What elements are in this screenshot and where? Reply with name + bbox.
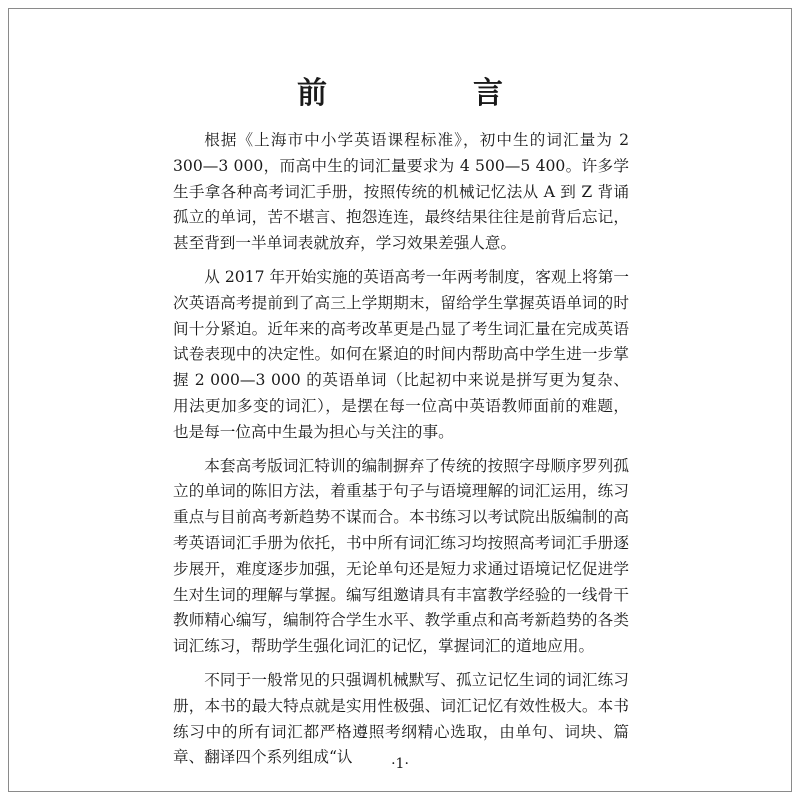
- paragraph-1: 根据《上海市中小学英语课程标准》，初中生的词汇量为 2 300—3 000，而高中生的词汇量要求为 4 500—5 400。许多学生手拿各种高考词汇手册，按照传统的机械记忆法从 A 到 Z 背诵孤立的单词，苦不堪言、抱怨连连，最终结果往往是前背后忘记，甚至背到一半单词表就放弃，学习效果差强人意。: [173, 131, 629, 253]
- body-text: [173, 128, 629, 779]
- paragraph-3: 本套高考版词汇特训的编制摒弃了传统的按照字母顺序罗列孤立的单词的陈旧方法，着重基于句子与语境理解的词汇运用，练习重点与目前高考新趋势不谋而合。本书练习以考试院出版编制的高考英语词汇手册为依托，书中所有词汇练习均按照高考词汇手册逐步展开，难度逐步加强，无论单句还是短力求通过语境记忆促进学生对生词的理解与掌握。编写组邀请具有丰富教学经验的一线骨干教师精心编写，编制符合学生水平、教学重点和高考新趋势的各类词汇练习，帮助学生强化词汇的记忆，掌握词汇的道地应用。: [173, 456, 629, 656]
- page-title: 前 言: [297, 76, 561, 111]
- paragraph-2: 从 2017 年开始实施的英语高考一年两考制度，客观上将第一次英语高考提前到了高三上学期期末，留给学生掌握英语单词的时间十分紧迫。近年来的高考改革更是凸显了考生词汇量在完成英语试卷表现中的决定性。如何在紧迫的时间内帮助高中学生进一步掌握 2 000—3 000 的英语单词（比起初中来说是拼写更为复杂、用法更加多变的词汇），是摆在每一位高中英语教师面前的难题，也是每一位高中生最为担心与关注的事。: [173, 267, 629, 441]
- paragraph-4: 不同于一般常见的只强调机械默写、孤立记忆生词的词汇练习册，本书的最大特点就是实用性极强、词汇记忆有效性极大。本书练习中的所有词汇都严格遵照考纲精心选取，由单句、词块、篇章、翻译四个系列组成“认: [173, 670, 629, 767]
- page-number: ·1·: [391, 756, 409, 772]
